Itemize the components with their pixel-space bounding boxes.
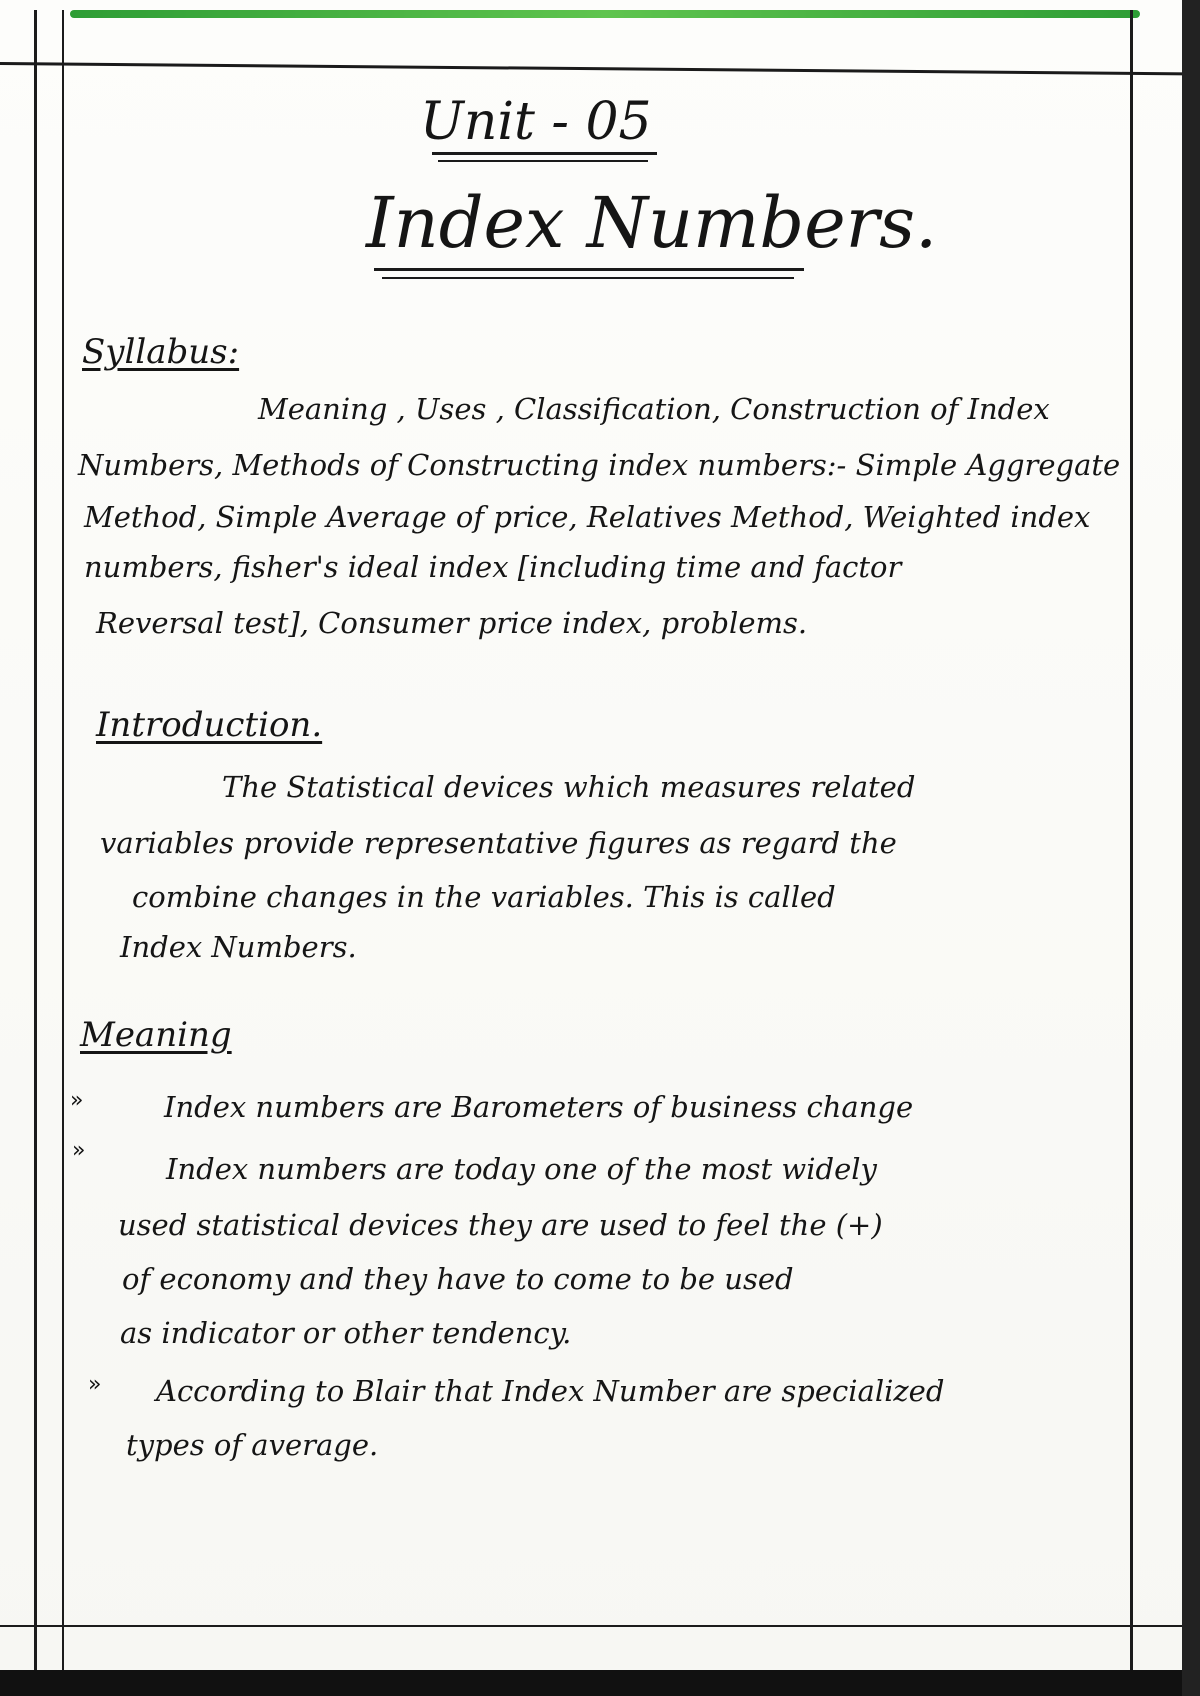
syllabus-line: Numbers, Methods of Constructing index numbers:- Simple Aggregate: [78, 448, 1121, 482]
syllabus-line: Method, Simple Average of price, Relatives Method, Weighted index: [84, 500, 1091, 534]
meaning-line: of economy and they have to come to be used: [122, 1262, 794, 1296]
unit-title: Unit - 05: [420, 92, 652, 152]
introduction-heading: Introduction.: [96, 705, 323, 745]
bullet-icon: »: [70, 1088, 84, 1113]
syllabus-line: numbers, fisher's ideal index [including time and factor: [84, 550, 902, 584]
meaning-line: types of average.: [126, 1428, 379, 1462]
unit-underline: [432, 152, 657, 155]
right-margin-line: [1130, 10, 1133, 1686]
meaning-heading: Meaning: [80, 1015, 232, 1055]
meaning-line: Index numbers are Barometers of business change: [164, 1090, 914, 1124]
introduction-line: Index Numbers.: [120, 930, 357, 964]
syllabus-heading: Syllabus:: [82, 332, 240, 372]
left-margin-line-inner: [62, 10, 64, 1686]
bottom-rule-line: [0, 1625, 1200, 1627]
page-title: Index Numbers.: [366, 182, 938, 264]
meaning-line: According to Blair that Index Number are specialized: [156, 1374, 945, 1408]
title-underline-double: [382, 277, 794, 279]
meaning-line: as indicator or other tendency.: [120, 1316, 572, 1350]
unit-underline-double: [438, 160, 648, 162]
meaning-line: Index numbers are today one of the most widely: [166, 1152, 877, 1186]
bottom-dark-band: [0, 1670, 1200, 1696]
introduction-line: variables provide representative figures as regard the: [100, 826, 897, 860]
syllabus-line: Meaning , Uses , Classification, Construction of Index: [258, 392, 1050, 426]
introduction-line: combine changes in the variables. This is called: [132, 880, 836, 914]
meaning-line: used statistical devices they are used to feel the (+): [118, 1208, 883, 1242]
left-margin-line: [34, 10, 37, 1686]
bullet-icon: »: [88, 1372, 102, 1397]
introduction-line: The Statistical devices which measures related: [222, 770, 916, 804]
syllabus-line: Reversal test], Consumer price index, problems.: [96, 606, 808, 640]
page-top-edge: [70, 10, 1140, 18]
right-dark-band: [1182, 0, 1200, 1696]
bullet-icon: »: [72, 1138, 86, 1163]
title-underline: [374, 268, 804, 271]
top-rule-line: [0, 62, 1200, 75]
